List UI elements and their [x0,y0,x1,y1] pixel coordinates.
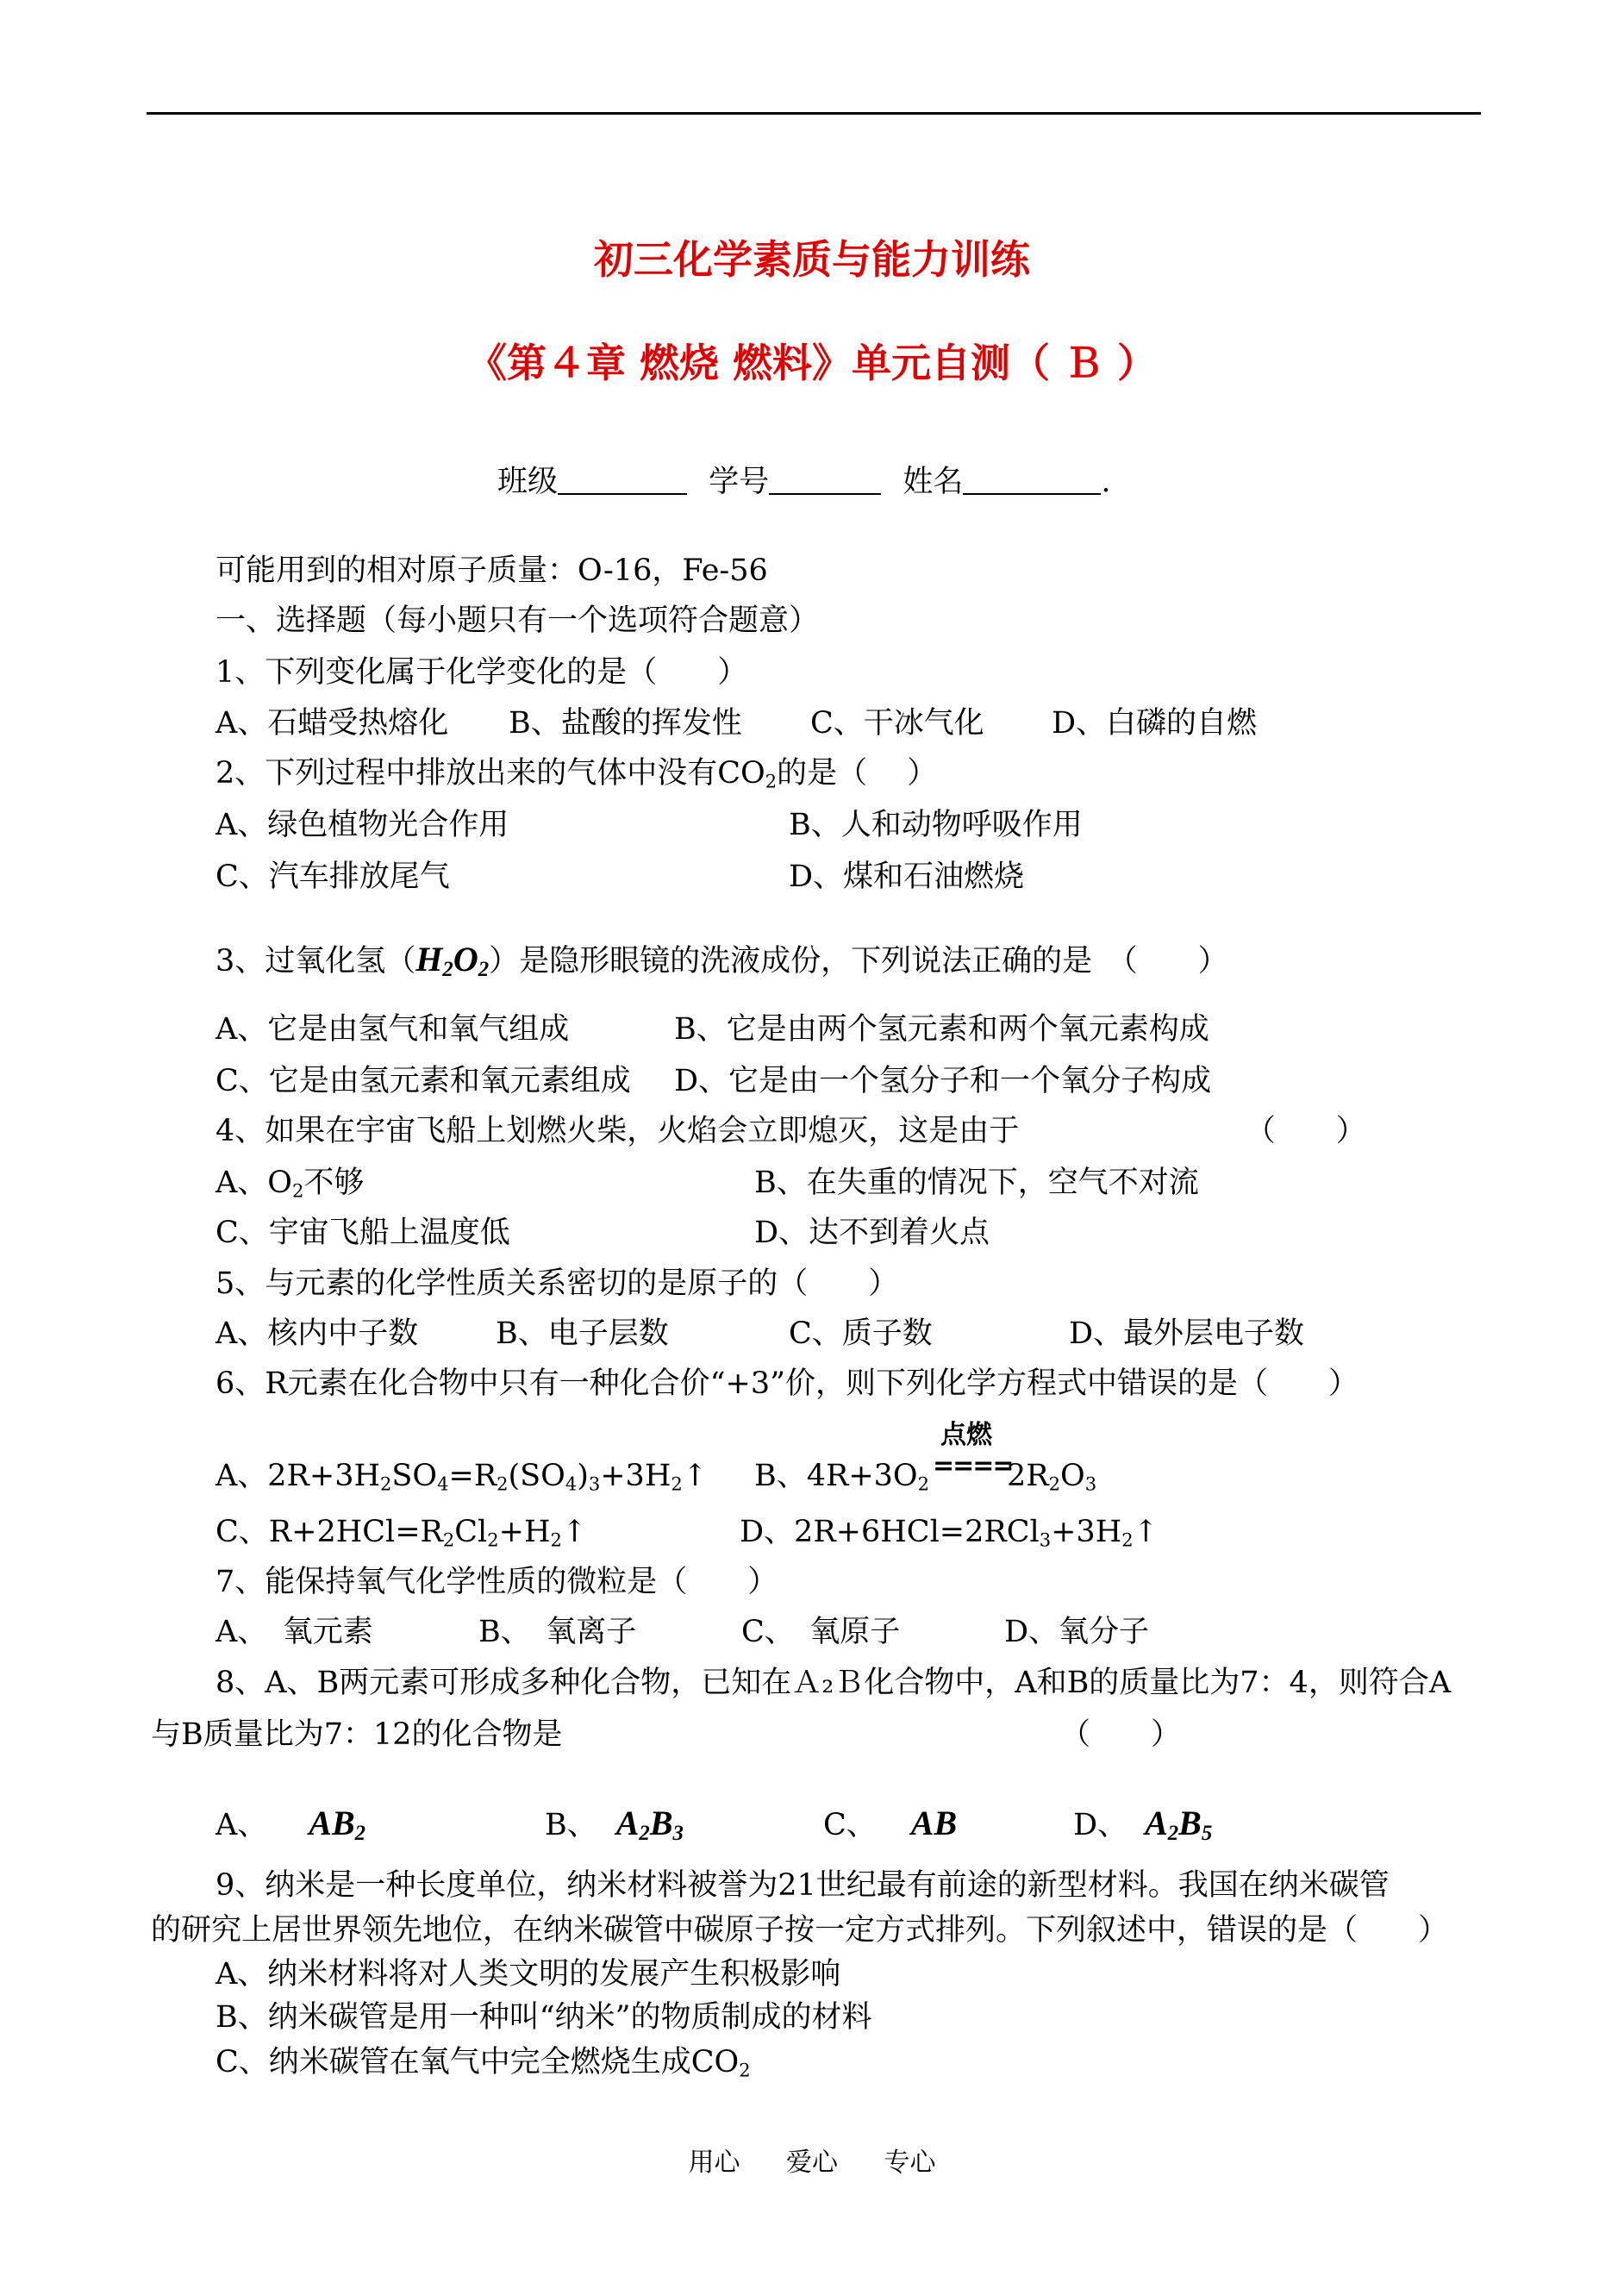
q7-option-c: C、 氧原子 [741,1615,901,1649]
formula-a2b5: $A_2B_5$ [1145,1804,1213,1846]
q6-option-d: D、$2R+6HCl=2RCl_3+3H_2↑$ [740,1515,1159,1551]
q2-option-d: D、煤和石油燃烧 [789,860,1025,894]
q8-stem-line2: 与B质量比为7：12的化合物是 （ ） [151,1717,1182,1752]
q6-option-c: C、$R+2HCl=R_2Cl_2+H_2↑$ [215,1515,588,1551]
q3-option-a: A、它是由氢气和氧气组成 [215,1012,570,1047]
formula-ab: AB [910,1804,958,1842]
q4-option-c: C、宇宙飞船上温度低 [215,1216,510,1250]
q9-option-c: C、纳米碳管在氧气中完全燃烧生成$CO_2$ [215,2045,751,2081]
q5-option-b: B、电子层数 [496,1316,669,1351]
q4-stem: 4、如果在宇宙飞船上划燃火柴，火焰会立即熄灭，这是由于 （ ） [215,1114,1366,1148]
q3-stem: 3、过氧化氢$(H_2O_2)$是隐形眼镜的洗液成份，下列说法正确的是 （ ） [215,940,1228,982]
q3-option-c: C、它是由氢元素和氧元素组成 [215,1064,631,1098]
page-subtitle: 《第４章 燃烧 燃料》单元自测（ Ｂ ） [466,340,1158,386]
name-label: 姓名 [903,465,964,499]
section-heading: 一、选择题（每小题只有一个选项符合题意） [215,603,820,638]
q1-option-a: A、石蜡受热熔化 [215,706,449,741]
page-title: 初三化学素质与能力训练 [594,236,1030,283]
formula-ab2: $AB_2$ [309,1804,366,1846]
h2o2-formula: $H_2O_2$ [415,940,490,982]
q6-option-b-right: $2R_2O_3$ [1007,1459,1097,1495]
q9-option-a: A、纳米材料将对人类文明的发展产生积极影响 [215,1957,841,1992]
q6-option-b-left: B、$4R+3O_2$ [754,1459,930,1495]
q5-option-c: C、质子数 [789,1316,933,1351]
q2-stem: 2、下列过程中排放出来的气体中没有$CO_2$的是（ ） [215,756,938,792]
q9-option-b: B、纳米碳管是用一种叫“纳米”的物质制成的材料 [215,2000,872,2035]
q7-option-b: B、 氧离子 [478,1615,637,1649]
q8-option-d: D、 $A_2B_5$ [1073,1804,1213,1846]
number-label: 学号 [709,465,770,499]
q1-option-d: D、白磷的自燃 [1052,706,1258,741]
q7-option-d: D、氧分子 [1004,1615,1150,1649]
q1-option-b: B、盐酸的挥发性 [509,706,742,741]
q2-option-c: C、汽车排放尾气 [215,860,450,894]
q6-stem: 6、R元素在化合物中只有一种化合价“+3”价，则下列化学方程式中错误的是（ ） [215,1366,1359,1401]
q3-option-b: B、它是由两个氢元素和两个氧元素构成 [674,1012,1209,1047]
q4-option-a: A、$O_2$不够 [215,1166,365,1202]
q6-option-a: A、$2R+3H_2SO_4=R_2(SO_4)_3+3H_2↑$ [215,1459,709,1495]
q4-option-d: D、达不到着火点 [754,1216,990,1250]
number-field[interactable] [769,466,881,495]
class-label: 班级 [497,465,559,499]
q5-stem: 5、与元素的化学性质关系密切的是原子的（ ） [215,1266,899,1301]
atomic-mass-note: 可能用到的相对原子质量：O-16，Fe-56 [215,553,768,588]
header-rule [147,112,1481,115]
q3-option-d: D、它是由一个氢分子和一个氧分子构成 [674,1064,1212,1098]
q7-option-a: A、 氧元素 [215,1615,373,1649]
q8-stem-line1: 8、A、B两元素可形成多种化合物，已知在Ａ₂Ｂ化合物中，A和B的质量比为7：4，则符合A [215,1666,1452,1700]
footer-word-1: 用心 [688,2148,740,2178]
q9-stem-line2: 的研究上居世界领先地位，在纳米碳管中碳原子按一定方式排列。下列叙述中，错误的是（ ） [151,1913,1449,1948]
ignition-condition: 点燃 ==== [933,1420,1013,1481]
q1-stem: 1、下列变化属于化学变化的是（ ） [215,655,748,690]
q8-option-a: A、 $AB_2$ [215,1804,366,1846]
q8-option-b: B、 $A_2B_3$ [545,1804,684,1846]
footer-word-2: 爱心 [786,2148,838,2178]
q9-stem-line1: 9、纳米是一种长度单位，纳米材料被誉为21世纪最有前途的新型材料。我国在纳米碳管 [215,1868,1390,1903]
footer-word-3: 专心 [884,2148,936,2178]
q8-option-c: C、 AB [823,1804,958,1842]
q1-option-c: C、干冰气化 [810,706,984,741]
q5-option-a: A、核内中子数 [215,1316,419,1351]
q7-stem: 7、能保持氧气化学性质的微粒是（ ） [215,1565,778,1599]
end-mark: . [1101,465,1111,499]
q2-option-a: A、绿色植物光合作用 [215,808,509,842]
student-info-row [497,466,1110,497]
name-field[interactable] [963,466,1101,495]
q4-option-b: B、在失重的情况下，空气不对流 [754,1166,1199,1200]
formula-a2b3: $A_2B_3$ [615,1804,684,1846]
class-field[interactable] [558,466,687,495]
q5-option-d: D、最外层电子数 [1069,1316,1305,1351]
q2-option-b: B、人和动物呼吸作用 [789,808,1083,842]
page-footer [0,2141,1624,2179]
